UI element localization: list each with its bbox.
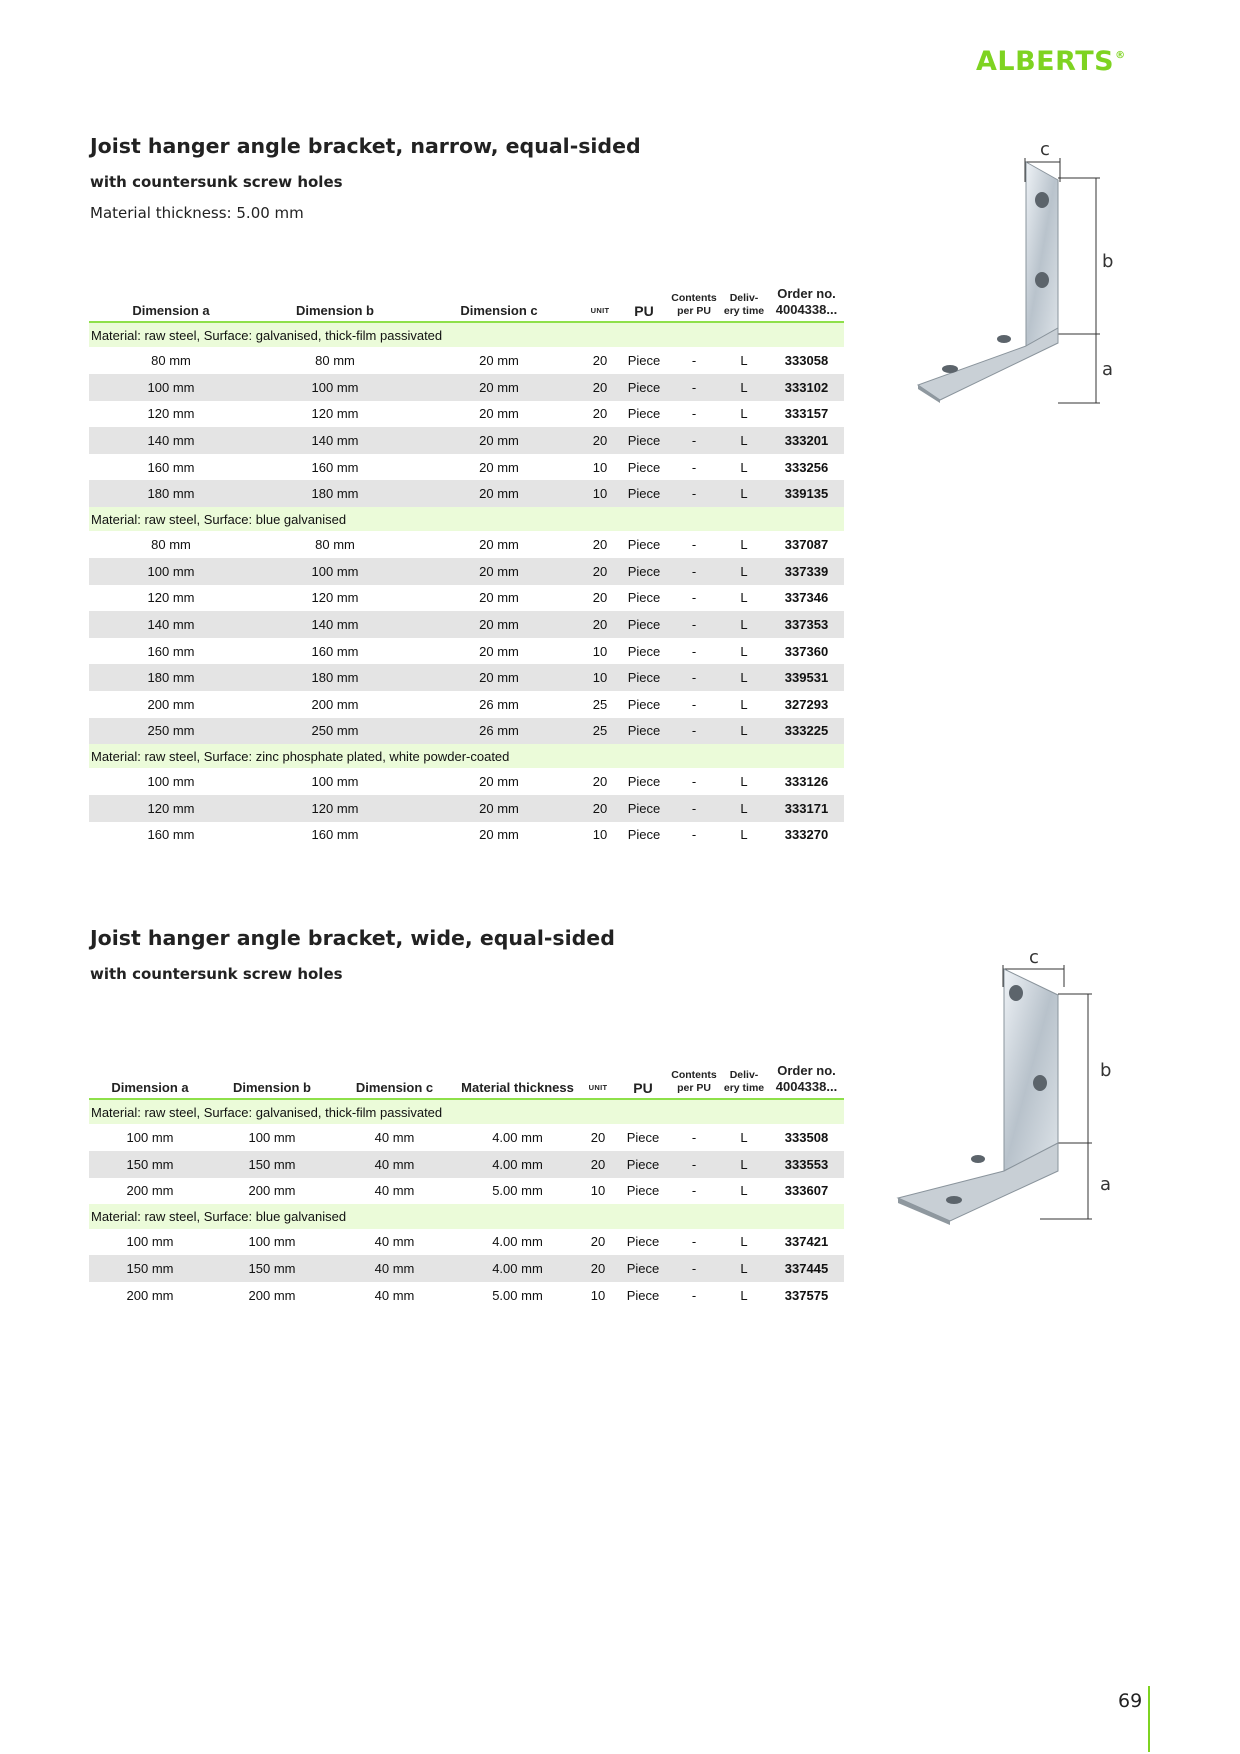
table-cell: 40 mm — [374, 1183, 415, 1199]
table-row — [89, 374, 844, 401]
table-cell: 26 mm — [479, 696, 519, 712]
table-cell: 100 mm — [89, 374, 253, 401]
table-row — [89, 1282, 844, 1309]
table-cell: 100 mm — [126, 1234, 174, 1250]
table-cell: L — [740, 1234, 748, 1250]
header-pu: PU — [633, 1080, 653, 1096]
table-cell: 20 mm — [417, 558, 581, 585]
table-cell: 100 mm — [311, 774, 359, 790]
table-cell: 20 mm — [479, 774, 519, 790]
table-cell: L — [719, 795, 769, 822]
order-number-cell: 337339 — [769, 558, 844, 585]
table-cell: 120 mm — [311, 590, 359, 606]
table-cell: 200 mm — [248, 1183, 296, 1199]
brand-name: ALBERTS — [976, 46, 1115, 77]
order-number-cell: 339531 — [769, 664, 844, 691]
order-number-cell: 333058 — [784, 353, 829, 369]
product-table-wide — [89, 1063, 844, 1308]
table-cell: 100 mm — [248, 1234, 296, 1250]
table-cell: 100 mm — [89, 558, 253, 585]
material-group-label: Material: raw steel, Surface: zinc phosphate plated, white powder-coated — [89, 744, 844, 768]
table-cell: - — [691, 827, 697, 843]
table-cell: - — [669, 718, 719, 745]
table-cell: Piece — [627, 406, 661, 422]
table-cell: L — [740, 643, 748, 659]
table-row — [89, 585, 844, 612]
table-cell: - — [669, 1255, 719, 1282]
table-row — [89, 454, 844, 481]
table-cell: 20 mm — [479, 590, 519, 606]
table-cell: - — [691, 590, 697, 606]
table-cell: 20 mm — [479, 827, 519, 843]
order-number-cell: 333607 — [784, 1183, 829, 1199]
brand-logo — [976, 46, 1126, 77]
page-number-divider — [1148, 1686, 1150, 1752]
table-cell: 140 mm — [89, 611, 253, 638]
label-b: b — [1102, 251, 1114, 272]
header-dimension-a: Dimension a — [111, 1080, 189, 1095]
order-number-cell: 333508 — [784, 1130, 829, 1146]
label-a: a — [1100, 1174, 1112, 1195]
table-cell: Piece — [617, 1255, 669, 1282]
table-cell: 4.00 mm — [492, 1130, 543, 1146]
table-cell: 20 — [581, 795, 619, 822]
table-cell: 25 — [581, 718, 619, 745]
table-cell: 20 — [581, 427, 619, 454]
section-narrow-heading — [90, 133, 641, 223]
table-row — [89, 795, 844, 822]
order-number-cell: 327293 — [784, 696, 829, 712]
product-table-narrow — [89, 286, 844, 848]
table-cell: - — [691, 1234, 697, 1250]
table-cell: 250 mm — [253, 718, 417, 745]
table-cell: L — [740, 1183, 748, 1199]
table-cell: 180 mm — [253, 664, 417, 691]
table-cell: 200 mm — [126, 1287, 174, 1303]
order-number-cell: 339135 — [769, 480, 844, 507]
section-subtitle: with countersunk screw holes — [90, 965, 343, 983]
label-a: a — [1102, 359, 1114, 380]
order-number-cell: 337575 — [784, 1287, 829, 1303]
table-cell: - — [669, 795, 719, 822]
section-title: Joist hanger angle bracket, narrow, equal-sided — [90, 134, 641, 158]
table-cell: 140 mm — [89, 427, 253, 454]
header-dimension-b: Dimension b — [295, 303, 374, 318]
table-cell: 20 — [592, 406, 608, 422]
order-number-cell: 337445 — [769, 1255, 844, 1282]
table-cell: 180 mm — [89, 664, 253, 691]
order-number-cell: 333102 — [769, 374, 844, 401]
table-cell: L — [719, 374, 769, 401]
table-cell: 120 mm — [89, 795, 253, 822]
order-number-cell: 333171 — [769, 795, 844, 822]
table-cell: Piece — [619, 611, 669, 638]
table-cell: 160 mm — [311, 459, 359, 475]
table-cell: - — [669, 374, 719, 401]
table-cell: Piece — [617, 1151, 669, 1178]
table-row — [89, 822, 844, 849]
material-group-label: Material: raw steel, Surface: galvanised, thick-film passivated — [89, 322, 844, 347]
material-group-label: Material: raw steel, Surface: blue galvanised — [89, 507, 844, 531]
table-cell: 40 mm — [333, 1255, 456, 1282]
table-cell: - — [691, 1183, 697, 1199]
table-row — [89, 1151, 844, 1178]
table-cell: Piece — [619, 718, 669, 745]
table-cell: 40 mm — [374, 1234, 415, 1250]
label-c: c — [1029, 947, 1039, 968]
label-b: b — [1100, 1060, 1112, 1081]
header-delivery: Deliv- ery time — [723, 1069, 765, 1094]
order-number-cell: 337346 — [784, 590, 829, 606]
header-pu: PU — [634, 303, 654, 319]
table-cell: - — [669, 611, 719, 638]
table-cell: 20 mm — [479, 459, 519, 475]
table-cell: L — [740, 353, 748, 369]
table-cell: 5.00 mm — [492, 1183, 543, 1199]
table-cell: 20 — [592, 537, 608, 553]
table-cell: Piece — [619, 427, 669, 454]
table-cell: - — [691, 537, 697, 553]
table-cell: L — [719, 558, 769, 585]
table-cell: - — [691, 406, 697, 422]
material-group-row — [89, 1204, 844, 1228]
table-cell: Piece — [626, 1130, 660, 1146]
table-cell: 20 mm — [417, 374, 581, 401]
table-cell: L — [740, 459, 748, 475]
table-cell: Piece — [626, 1234, 660, 1250]
table-row — [89, 1178, 844, 1205]
table-cell: L — [740, 537, 748, 553]
order-number-cell: 333225 — [769, 718, 844, 745]
table-header-row — [89, 286, 844, 322]
table-row — [89, 558, 844, 585]
material-group-label: Material: raw steel, Surface: galvanised, thick-film passivated — [89, 1099, 844, 1124]
table-cell: 180 mm — [89, 480, 253, 507]
page-number: 69 — [1118, 1690, 1143, 1712]
table-cell: 25 — [592, 696, 608, 712]
table-cell: L — [719, 1255, 769, 1282]
order-number-cell: 333201 — [769, 427, 844, 454]
table-cell: 100 mm — [253, 558, 417, 585]
table-cell: 26 mm — [417, 718, 581, 745]
table-cell: 20 — [592, 590, 608, 606]
table-cell: 150 mm — [89, 1151, 211, 1178]
order-number-cell: 337360 — [784, 643, 829, 659]
table-cell: 140 mm — [253, 611, 417, 638]
header-delivery: Deliv- ery time — [723, 292, 765, 317]
table-cell: 200 mm — [126, 1183, 174, 1199]
header-material-thickness: Material thickness — [461, 1080, 574, 1095]
table-cell: L — [740, 1130, 748, 1146]
order-number-cell: 333256 — [784, 459, 829, 475]
table-row — [89, 1255, 844, 1282]
order-number-cell: 333126 — [784, 774, 829, 790]
header-dimension-a: Dimension a — [132, 303, 210, 318]
header-contents: Contents per PU — [671, 292, 717, 317]
table-row — [89, 638, 844, 665]
table-cell: L — [740, 774, 748, 790]
table-cell: - — [669, 664, 719, 691]
table-cell: 80 mm — [315, 353, 355, 369]
table-cell: - — [691, 353, 697, 369]
table-cell: 20 — [592, 353, 608, 369]
table-cell: 150 mm — [211, 1255, 333, 1282]
table-cell: 120 mm — [311, 406, 359, 422]
material-group-row — [89, 1099, 844, 1124]
table-cell: 80 mm — [151, 353, 191, 369]
header-unit: UNIT — [588, 1083, 608, 1092]
bracket-narrow-diagram — [900, 135, 1114, 410]
label-c: c — [1040, 139, 1050, 160]
table-cell: 20 mm — [479, 643, 519, 659]
bracket-wide-diagram — [890, 945, 1110, 1235]
table-row — [89, 427, 844, 454]
table-cell: 80 mm — [315, 537, 355, 553]
table-cell: - — [669, 480, 719, 507]
table-cell: L — [740, 1287, 748, 1303]
table-cell: 10 — [592, 827, 608, 843]
section-subtitle: with countersunk screw holes — [90, 173, 343, 191]
table-cell: 20 — [581, 558, 619, 585]
table-cell: - — [669, 1151, 719, 1178]
table-cell: 10 — [590, 1183, 606, 1199]
table-cell: Piece — [619, 664, 669, 691]
table-cell: 160 mm — [147, 459, 195, 475]
table-cell: 200 mm — [248, 1287, 296, 1303]
header-dimension-c: Dimension c — [460, 303, 538, 318]
table-cell: Piece — [627, 774, 661, 790]
order-number-cell: 333553 — [769, 1151, 844, 1178]
table-header-row — [89, 1063, 844, 1099]
table-cell: 20 — [581, 374, 619, 401]
table-row — [89, 611, 844, 638]
table-cell: - — [691, 459, 697, 475]
table-row — [89, 401, 844, 428]
table-cell: 160 mm — [147, 643, 195, 659]
table-cell: 120 mm — [253, 795, 417, 822]
table-cell: L — [719, 611, 769, 638]
table-cell: 20 — [592, 774, 608, 790]
table-row — [89, 1124, 844, 1151]
table-cell: 20 mm — [417, 664, 581, 691]
order-number-cell: 337353 — [769, 611, 844, 638]
table-cell: 10 — [592, 643, 608, 659]
table-row — [89, 1229, 844, 1256]
table-cell: - — [691, 696, 697, 712]
table-cell: Piece — [627, 696, 661, 712]
table-row — [89, 664, 844, 691]
table-cell: L — [719, 480, 769, 507]
table-cell: L — [719, 664, 769, 691]
table-cell: Piece — [627, 643, 661, 659]
table-cell: Piece — [626, 1183, 660, 1199]
table-cell: 160 mm — [311, 827, 359, 843]
table-row — [89, 691, 844, 718]
table-cell: 4.00 mm — [456, 1255, 579, 1282]
table-cell: - — [669, 558, 719, 585]
table-cell: 10 — [590, 1287, 606, 1303]
table-row — [89, 768, 844, 795]
table-cell: 160 mm — [311, 643, 359, 659]
order-number-cell: 337421 — [784, 1234, 829, 1250]
table-cell: Piece — [619, 374, 669, 401]
table-cell: L — [740, 696, 748, 712]
table-cell: 10 — [581, 664, 619, 691]
table-cell: L — [740, 827, 748, 843]
table-cell: 120 mm — [147, 590, 195, 606]
table-cell: Piece — [627, 590, 661, 606]
section-wide-heading — [90, 925, 615, 984]
table-cell: Piece — [627, 459, 661, 475]
table-cell: 20 — [590, 1234, 606, 1250]
material-group-row — [89, 507, 844, 531]
material-group-label: Material: raw steel, Surface: blue galvanised — [89, 1204, 844, 1228]
table-cell: 200 mm — [147, 696, 195, 712]
table-cell: 40 mm — [374, 1130, 415, 1146]
table-cell: 250 mm — [89, 718, 253, 745]
table-cell: 20 — [590, 1130, 606, 1146]
order-number-cell: 337087 — [784, 537, 829, 553]
header-order-no: Order no. 4004338... — [775, 1063, 838, 1094]
table-cell: 4.00 mm — [492, 1234, 543, 1250]
table-cell: Piece — [619, 558, 669, 585]
table-cell: 100 mm — [126, 1130, 174, 1146]
section-title: Joist hanger angle bracket, wide, equal-sided — [90, 926, 615, 950]
table-cell: 200 mm — [311, 696, 359, 712]
material-thickness: Material thickness: 5.00 mm — [90, 204, 304, 222]
table-cell: L — [719, 1151, 769, 1178]
material-group-row — [89, 322, 844, 347]
table-cell: 180 mm — [253, 480, 417, 507]
table-cell: 20 mm — [479, 406, 519, 422]
table-row — [89, 480, 844, 507]
table-cell: 20 mm — [417, 427, 581, 454]
table-cell: - — [691, 1287, 697, 1303]
table-cell: 10 — [581, 480, 619, 507]
table-cell: 20 mm — [479, 353, 519, 369]
header-unit: UNIT — [590, 306, 610, 315]
table-cell: 80 mm — [151, 537, 191, 553]
table-row — [89, 718, 844, 745]
header-contents: Contents per PU — [671, 1069, 717, 1094]
material-group-row — [89, 744, 844, 768]
table-cell: Piece — [627, 827, 661, 843]
table-cell: 140 mm — [253, 427, 417, 454]
table-cell: - — [691, 1130, 697, 1146]
table-cell: L — [740, 406, 748, 422]
table-cell: 160 mm — [147, 827, 195, 843]
table-cell: - — [669, 427, 719, 454]
registered-mark: ® — [1115, 50, 1126, 61]
table-cell: 20 mm — [417, 611, 581, 638]
table-row — [89, 347, 844, 374]
table-cell: L — [719, 427, 769, 454]
table-cell: 40 mm — [333, 1151, 456, 1178]
table-cell: 100 mm — [248, 1130, 296, 1146]
table-cell: Piece — [619, 795, 669, 822]
order-number-cell: 333270 — [784, 827, 829, 843]
table-cell: 20 — [579, 1151, 617, 1178]
table-cell: 40 mm — [374, 1287, 415, 1303]
table-cell: L — [719, 718, 769, 745]
table-cell: 150 mm — [211, 1151, 333, 1178]
table-cell: - — [691, 643, 697, 659]
table-cell: 100 mm — [147, 774, 195, 790]
header-order-no: Order no. 4004338... — [775, 286, 838, 317]
table-cell: 10 — [592, 459, 608, 475]
table-cell: 120 mm — [147, 406, 195, 422]
header-dimension-c: Dimension c — [355, 1080, 434, 1095]
table-cell: Piece — [626, 1287, 660, 1303]
table-cell: 20 — [581, 611, 619, 638]
header-dimension-b: Dimension b — [232, 1080, 311, 1095]
table-cell: Piece — [627, 353, 661, 369]
table-cell: 20 mm — [417, 795, 581, 822]
table-cell: Piece — [627, 537, 661, 553]
order-number-cell: 333157 — [784, 406, 829, 422]
table-row — [89, 531, 844, 558]
table-cell: 150 mm — [89, 1255, 211, 1282]
table-cell: 20 mm — [479, 537, 519, 553]
table-cell: 5.00 mm — [492, 1287, 543, 1303]
table-cell: Piece — [619, 480, 669, 507]
table-cell: 20 — [579, 1255, 617, 1282]
table-cell: L — [740, 590, 748, 606]
table-cell: - — [691, 774, 697, 790]
table-cell: 100 mm — [253, 374, 417, 401]
table-cell: 4.00 mm — [456, 1151, 579, 1178]
table-cell: 20 mm — [417, 480, 581, 507]
